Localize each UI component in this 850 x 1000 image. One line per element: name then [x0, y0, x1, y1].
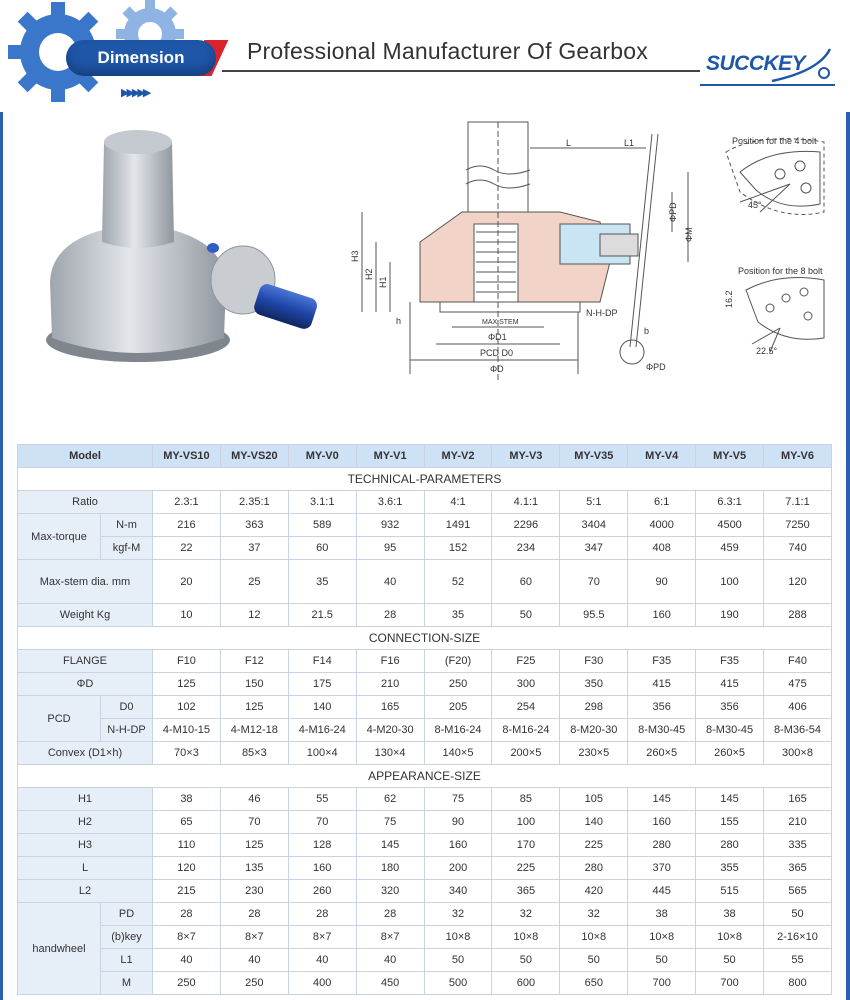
cell: 363 — [220, 514, 288, 537]
cell: 85 — [492, 788, 560, 811]
cell: 75 — [356, 811, 424, 834]
table-row — [18, 811, 832, 834]
cell: 52 — [424, 560, 492, 604]
row-sublabel: M — [101, 972, 153, 995]
col-header: MY-V2 — [424, 445, 492, 468]
cell: 355 — [696, 857, 764, 880]
cell: F16 — [356, 650, 424, 673]
cell: 165 — [764, 788, 832, 811]
cell: 38 — [696, 903, 764, 926]
cell: 70 — [220, 811, 288, 834]
cell: 8-M16-24 — [424, 719, 492, 742]
cell: 700 — [628, 972, 696, 995]
cell: 135 — [220, 857, 288, 880]
cell: 2.35:1 — [220, 491, 288, 514]
cell: 260×5 — [628, 742, 696, 765]
cell: 70×3 — [153, 742, 221, 765]
dim-max-stem: MAX STEM — [482, 319, 519, 326]
row-label: Ratio — [18, 491, 153, 514]
cell: 225 — [560, 834, 628, 857]
dim-pd2: ΦPD — [646, 362, 666, 372]
arrows-icon: ▶▶▶▶▶ — [121, 87, 149, 99]
cell: 50 — [492, 604, 560, 627]
cell: 2296 — [492, 514, 560, 537]
cell: 4000 — [628, 514, 696, 537]
cell: 160 — [288, 857, 356, 880]
cell: 8×7 — [356, 926, 424, 949]
cell: 152 — [424, 537, 492, 560]
cell: 4-M20-30 — [356, 719, 424, 742]
cell: 150 — [220, 673, 288, 696]
cell: 8-M30-45 — [628, 719, 696, 742]
cell: 7.1:1 — [764, 491, 832, 514]
cell: 298 — [560, 696, 628, 719]
cell: 254 — [492, 696, 560, 719]
cell: 475 — [764, 673, 832, 696]
cell: 130×4 — [356, 742, 424, 765]
section-row — [18, 627, 832, 650]
cell: 40 — [288, 949, 356, 972]
cell: 28 — [356, 604, 424, 627]
cell: 340 — [424, 880, 492, 903]
cell: 90 — [628, 560, 696, 604]
cell: 200×5 — [492, 742, 560, 765]
cell: 125 — [220, 834, 288, 857]
cell: 4-M10-15 — [153, 719, 221, 742]
cell: 459 — [696, 537, 764, 560]
table-row — [18, 537, 832, 560]
cell: 8-M36-54 — [764, 719, 832, 742]
cell: 8-M30-45 — [696, 719, 764, 742]
cell: 40 — [356, 560, 424, 604]
cell: 406 — [764, 696, 832, 719]
cell: 70 — [288, 811, 356, 834]
row-label: Weight Kg — [18, 604, 153, 627]
cell: 8×7 — [220, 926, 288, 949]
cell: 140 — [288, 696, 356, 719]
cell: 8-M20-30 — [560, 719, 628, 742]
cell: 50 — [560, 949, 628, 972]
cell: 10×8 — [696, 926, 764, 949]
gearbox-photo — [46, 130, 319, 362]
cell: 365 — [764, 857, 832, 880]
cell: 28 — [288, 903, 356, 926]
dim-m: ΦM — [684, 227, 694, 242]
cell: 50 — [492, 949, 560, 972]
cell: 250 — [153, 972, 221, 995]
cell: 22 — [153, 537, 221, 560]
cell: 356 — [628, 696, 696, 719]
cell: 10×8 — [628, 926, 696, 949]
cell: 288 — [764, 604, 832, 627]
cell: 65 — [153, 811, 221, 834]
section-title: CONNECTION-SIZE — [18, 627, 832, 650]
cell: 145 — [696, 788, 764, 811]
dim-b: b — [644, 326, 650, 336]
cell: 35 — [424, 604, 492, 627]
brand-logo: SUCCKEY — [706, 52, 806, 75]
cell: F35 — [628, 650, 696, 673]
cell: 95 — [356, 537, 424, 560]
cell: 200 — [424, 857, 492, 880]
cell: 350 — [560, 673, 628, 696]
table-row — [18, 491, 832, 514]
cell: 8×7 — [288, 926, 356, 949]
cell: 280 — [628, 834, 696, 857]
cell: 1491 — [424, 514, 492, 537]
cell: 8×7 — [153, 926, 221, 949]
cell: 4-M12-18 — [220, 719, 288, 742]
col-header: MY-V0 — [288, 445, 356, 468]
drawing-area — [0, 112, 850, 440]
section-badge: Dimension — [66, 40, 216, 76]
section-title: TECHNICAL-PARAMETERS — [18, 468, 832, 491]
dim-l1: L1 — [624, 138, 635, 148]
cell: 160 — [628, 811, 696, 834]
cell: 600 — [492, 972, 560, 995]
cell: 3.6:1 — [356, 491, 424, 514]
cell: 650 — [560, 972, 628, 995]
row-sublabel: PD — [101, 903, 153, 926]
cell: 3.1:1 — [288, 491, 356, 514]
cell: 95.5 — [560, 604, 628, 627]
col-header: MY-V6 — [764, 445, 832, 468]
spec-table — [17, 444, 832, 995]
col-header: MY-V4 — [628, 445, 696, 468]
cell: 7250 — [764, 514, 832, 537]
cell: 2-16×10 — [764, 926, 832, 949]
dim-d1: ΦD1 — [488, 332, 507, 342]
cell: 300 — [492, 673, 560, 696]
cell: 105 — [560, 788, 628, 811]
cell: 160 — [424, 834, 492, 857]
cell: 28 — [220, 903, 288, 926]
cell: 55 — [288, 788, 356, 811]
row-label: Convex (D1×h) — [18, 742, 153, 765]
cell: 140 — [560, 811, 628, 834]
cell: 62 — [356, 788, 424, 811]
cell: 216 — [153, 514, 221, 537]
cell: 932 — [356, 514, 424, 537]
cell: 500 — [424, 972, 492, 995]
dim-h2: H2 — [364, 268, 374, 280]
cell: (F20) — [424, 650, 492, 673]
row-sublabel: N-m — [101, 514, 153, 537]
cell: 50 — [424, 949, 492, 972]
cell: 415 — [696, 673, 764, 696]
cell: 230 — [220, 880, 288, 903]
row-sublabel: kgf-M — [101, 537, 153, 560]
cell: 450 — [356, 972, 424, 995]
cell: 740 — [764, 537, 832, 560]
brand-underline — [700, 84, 835, 86]
section-drawing — [362, 122, 688, 382]
dim-pd: ΦPD — [668, 202, 678, 222]
row-label: H1 — [18, 788, 153, 811]
cell: 420 — [560, 880, 628, 903]
cell: 21.5 — [288, 604, 356, 627]
cell: F12 — [220, 650, 288, 673]
cell: 10×8 — [492, 926, 560, 949]
cell: 40 — [153, 949, 221, 972]
section-row — [18, 468, 832, 491]
cell: 4:1 — [424, 491, 492, 514]
cell: 347 — [560, 537, 628, 560]
cell: 335 — [764, 834, 832, 857]
cell: 55 — [764, 949, 832, 972]
cell: 50 — [696, 949, 764, 972]
cell: 700 — [696, 972, 764, 995]
cell: 25 — [220, 560, 288, 604]
cell: 210 — [764, 811, 832, 834]
cell: 160 — [628, 604, 696, 627]
section-row — [18, 765, 832, 788]
cell: 515 — [696, 880, 764, 903]
cell: 370 — [628, 857, 696, 880]
row-label: Max-stem dia. mm — [18, 560, 153, 604]
title-underline — [222, 70, 700, 72]
cell: F40 — [764, 650, 832, 673]
cell: 356 — [696, 696, 764, 719]
cell: 10×8 — [424, 926, 492, 949]
cell: 589 — [288, 514, 356, 537]
cell: 205 — [424, 696, 492, 719]
cell: 320 — [356, 880, 424, 903]
cell: 280 — [560, 857, 628, 880]
cell: 230×5 — [560, 742, 628, 765]
cell: 180 — [356, 857, 424, 880]
page-title: Professional Manufacturer Of Gearbox — [247, 38, 648, 64]
row-label: FLANGE — [18, 650, 153, 673]
cell: F14 — [288, 650, 356, 673]
cell: 400 — [288, 972, 356, 995]
col-header: MY-V35 — [560, 445, 628, 468]
row-sublabel: L1 — [101, 949, 153, 972]
cell: 125 — [220, 696, 288, 719]
cell: 408 — [628, 537, 696, 560]
table-row — [18, 926, 832, 949]
col-header: MY-VS20 — [220, 445, 288, 468]
cell: 145 — [628, 788, 696, 811]
dim-nhdp: N-H-DP — [586, 308, 618, 318]
cell: 12 — [220, 604, 288, 627]
row-label: handwheel — [18, 903, 101, 995]
cell: 6:1 — [628, 491, 696, 514]
cell: 445 — [628, 880, 696, 903]
cell: 70 — [560, 560, 628, 604]
brand-swoosh-icon — [770, 47, 834, 83]
cell: 125 — [153, 673, 221, 696]
cell: 85×3 — [220, 742, 288, 765]
cell: 120 — [153, 857, 221, 880]
cell: 60 — [288, 537, 356, 560]
cell: 800 — [764, 972, 832, 995]
row-label: L2 — [18, 880, 153, 903]
row-sublabel: D0 — [101, 696, 153, 719]
table-row — [18, 949, 832, 972]
cell: 260×5 — [696, 742, 764, 765]
dim-l: L — [566, 138, 572, 148]
cell: 20 — [153, 560, 221, 604]
row-label: L — [18, 857, 153, 880]
cell: 215 — [153, 880, 221, 903]
cell: 100×4 — [288, 742, 356, 765]
cell: 210 — [356, 673, 424, 696]
cell: 165 — [356, 696, 424, 719]
cell: 37 — [220, 537, 288, 560]
cell: 28 — [356, 903, 424, 926]
cell: 190 — [696, 604, 764, 627]
cell: 300×8 — [764, 742, 832, 765]
dim-h1: H1 — [378, 276, 388, 288]
cell: 8-M16-24 — [492, 719, 560, 742]
cell: F35 — [696, 650, 764, 673]
cell: 2.3:1 — [153, 491, 221, 514]
cell: 28 — [153, 903, 221, 926]
cell: 225 — [492, 857, 560, 880]
table-row — [18, 560, 832, 604]
cell: 40 — [220, 949, 288, 972]
section-title: APPEARANCE-SIZE — [18, 765, 832, 788]
bolt-8-caption: Position for the 8 bolt — [738, 266, 823, 276]
row-label: ΦD — [18, 673, 153, 696]
cell: 6.3:1 — [696, 491, 764, 514]
dim-h3: H3 — [350, 250, 360, 262]
col-header: MY-V5 — [696, 445, 764, 468]
cell: 234 — [492, 537, 560, 560]
cell: F25 — [492, 650, 560, 673]
table-header-row — [18, 445, 832, 468]
cell: 260 — [288, 880, 356, 903]
col-header: MY-V3 — [492, 445, 560, 468]
cell: 140×5 — [424, 742, 492, 765]
bolt-8-detail — [746, 278, 824, 352]
cell: 35 — [288, 560, 356, 604]
table-row — [18, 857, 832, 880]
cell: 175 — [288, 673, 356, 696]
row-sublabel: N-H-DP — [101, 719, 153, 742]
cell: 250 — [220, 972, 288, 995]
cell: 38 — [628, 903, 696, 926]
cell: 170 — [492, 834, 560, 857]
cell: 4-M16-24 — [288, 719, 356, 742]
bolt-8-angle: 22.5° — [756, 346, 778, 356]
cell: 120 — [764, 560, 832, 604]
cell: 10 — [153, 604, 221, 627]
cell: 155 — [696, 811, 764, 834]
cell: 100 — [492, 811, 560, 834]
cell: 75 — [424, 788, 492, 811]
table-row — [18, 834, 832, 857]
cell: 40 — [356, 949, 424, 972]
cell: 4500 — [696, 514, 764, 537]
cell: 365 — [492, 880, 560, 903]
page-header — [0, 0, 850, 112]
table-row — [18, 650, 832, 673]
cell: 145 — [356, 834, 424, 857]
row-label: H3 — [18, 834, 153, 857]
cell: 5:1 — [560, 491, 628, 514]
cell: 38 — [153, 788, 221, 811]
cell: 280 — [696, 834, 764, 857]
cell: 46 — [220, 788, 288, 811]
cell: 32 — [492, 903, 560, 926]
table-row — [18, 696, 832, 719]
cell: F10 — [153, 650, 221, 673]
row-label: PCD — [18, 696, 101, 742]
table-row — [18, 719, 832, 742]
cell: 102 — [153, 696, 221, 719]
cell: F30 — [560, 650, 628, 673]
bolt-4-detail — [726, 139, 824, 215]
col-header: MY-V1 — [356, 445, 424, 468]
cell: 90 — [424, 811, 492, 834]
cell: 32 — [560, 903, 628, 926]
cell: 110 — [153, 834, 221, 857]
table-row — [18, 604, 832, 627]
table-row — [18, 514, 832, 537]
cell: 50 — [628, 949, 696, 972]
row-label: H2 — [18, 811, 153, 834]
cell: 60 — [492, 560, 560, 604]
dim-d: ΦD — [490, 364, 504, 374]
col-header-model: Model — [18, 445, 153, 468]
cell: 32 — [424, 903, 492, 926]
row-sublabel: (b)key — [101, 926, 153, 949]
cell: 415 — [628, 673, 696, 696]
table-row — [18, 742, 832, 765]
dim-pcd: PCD D0 — [480, 348, 514, 358]
cell: 250 — [424, 673, 492, 696]
table-row — [18, 673, 832, 696]
cell: 100 — [696, 560, 764, 604]
cell: 4.1:1 — [492, 491, 560, 514]
table-row — [18, 880, 832, 903]
bolt-8-dim: 16.2 — [724, 290, 734, 308]
row-label: Max-torque — [18, 514, 101, 560]
col-header: MY-VS10 — [153, 445, 221, 468]
table-row — [18, 903, 832, 926]
dim-h: h — [396, 316, 402, 326]
bolt-4-angle: 45° — [748, 200, 762, 210]
bolt-4-caption: Position for the 4 bolt — [732, 136, 817, 146]
table-row — [18, 972, 832, 995]
cell: 10×8 — [560, 926, 628, 949]
table-row — [18, 788, 832, 811]
cell: 565 — [764, 880, 832, 903]
cell: 128 — [288, 834, 356, 857]
cell: 3404 — [560, 514, 628, 537]
cell: 50 — [764, 903, 832, 926]
